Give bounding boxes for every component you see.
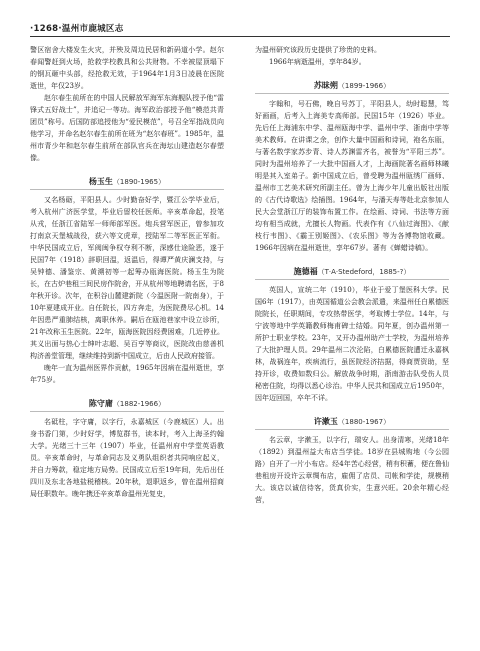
entry-name: 杨玉生 (88, 177, 113, 186)
header-rule (30, 36, 450, 37)
entry-body: 字翰和，号石佛，晚自号苏丁，平阳县人，幼时聪慧，笃好画画，后考入上海美专高师部。民国15年（1926）毕业。先后任上海浦东中学、温州瓯海中学、温州中学、浙南中学等美术教师。在讲课之余，创作大量中国画和诗词，袍名东瓯，与著名数学家苏步青、诗人苏渊雷齐名，被誉为“平阳三苏”。同时为温州培养了一大批中国画人才，上海画院著名画师林曦明是其入室弟子。新中国成立后，曾受聘为温州瓯绣厂画师、温州市工艺美术研究所副主任。曾为上海少年儿童出版社出版的《古代诗歌选》绘插图。1964年，与潘天寿等赴北京参加人民大会堂浙江厅的装饰布置工作。在绘画、诗词、书法等方面均有相当成就，尤擅长人物画。代表作有《八仙过海图》、《献枝行韦图》、《霸王别姬图》、《农乐图》等为各博物馆收藏。1966年因病在温州逝世，享年67岁。著有《蝉蜡诗稿》。 (255, 100, 449, 252)
entry-body: 英国人，宣统二年（1910），毕业于爱丁堡医科大学。民国6年（1917），由英国循道公会教会派遣，来温州任白累德医院院长，任职期间，专攻热带医学，考取博士学位。14年，与宁波等地中学英籍教师梅甫碑士结婚。同年夏，创办温州第一所护士职业学校。23年，又开办温州助产士学校，为温州培养了大批护理人员。29年温州二次沦陷，白累德医院遭迁永嘉枫林，战祸连年，疾病流行，虽医院经济拮据，得商贾资助，坚持开诊，收费如数归公。解放战争时期，浙南游击队受伤人员秘密住院，均得以悉心诊治。中华人民共和国成立后1950年，因年迈回国，卒年不详。 (255, 286, 449, 402)
right-column (255, 44, 449, 639)
entry-name: 施德福 (293, 267, 318, 276)
right-paragraph-continued: 为温州研究该段历史提供了珍贵的史料。 (255, 46, 381, 54)
entry-body: 又名杨砺，平阳县人。少时勤奋好学，暨江公学毕业后，考入杭州广济医学堂，毕业后留校任医师。辛亥革命起，投笔从戎，任浙江省陆军一师师部军医。炮兵营军医正，曾参加攻打南京天堡城战役，获六等文虎章，授陆军二等军医正军衔。中华民国成立后，军阀闽争权夺利不断，深感仕途险恶，遂于民国7年（1918）辞职回温，返温后，得谭严黄庆澜支持，与吴钟德、潘鉴宗、黄溯初等一起筹办瓯海医院。杨玉生为院长，在古炉巷租三间民房作院舍，开从杭州等地聘请名医，于8年秋开诊。次年，在积谷山麓建新院（今温医附一院南身），于10年夏建成开业。自任院长，四方奔走，为医院费尽心机。14年因患严重肺结核，离职休养。嗣后在瓯池巷家中设立诊所，21年改称玉生医院。22年，瓯海医院因经费困难，几近停业。其义出面与热心士绅叶志超、吴百亨等商议，医院改由慈善机构济善堂管理，继续维持到新中国成立，后由人民政府接管。 (30, 196, 224, 360)
entry-years: （1899-1966） (337, 82, 391, 90)
entry-years: （1890-1965） (112, 178, 166, 186)
entry-years: （1880-1967） (337, 418, 391, 426)
entry-body: 名云章，字漱玉，以字行，瑞安人。出身清寒，光绪18年（1892）到温州益大布店当学徒。18岁在县城购地（今公园路）自开了一片小布店。经4年苦心经营，稍有积蓄，便在鲁仙巷租房开设许云章绸布店，雇佣了店员、司帐和学徒，规模稍大。该店以诚信待客，货真价实，生意兴旺。20余年精心经营， (255, 436, 449, 504)
entry-years: （1882-1966） (112, 400, 166, 408)
left-paragraph-2: 赵尔春生前所在的中国人民解放军海军东海舰队授予他“雷锋式五好战士”，并追记一等功。海军政治部授予他“模范共青团员”称号。后国防部追授他为“爱民模范”，号召全军指战员向他学习，并命名赵尔春生前所在班为“赵尔春班”。1985年，温州市青少年和赵尔春生前所在部队官兵在海坛山建造赵尔春塑像。 (30, 94, 224, 162)
right-paragraph-2: 1966年病逝温州，享年84岁。 (269, 58, 366, 66)
entry-name: 许漱玉 (313, 417, 338, 426)
entry-years: （T·A·Stedeford，1885-?） (317, 268, 411, 276)
entry-body: 名砥柱，字守庸，以字行，永嘉城区（今鹿城区）人。出身书香门第，少时好学，博览群书，读本时，考入上海圣约翰大学。光绪三十三年（1907）毕业，任温州府中学堂英语教员。辛亥革命时，与革命同志及义勇队组织者共同响应起义，并自力筹款，稳定地方局势。民国成立后至19年间，先后出任四川及东北各地盐税稽核。20年秋，退职返乡，曾在温州招商局任职数年。晚年携还辛亥革命温州光复史， (30, 418, 224, 498)
left-column (30, 44, 224, 639)
entry-heading-yang (30, 176, 224, 190)
entry-heading-su (255, 80, 449, 94)
entry-heading-chen (30, 398, 224, 412)
entry-heading-stedeford (255, 266, 449, 280)
entry-heading-xu (255, 416, 449, 430)
entry-name: 陈守庸 (88, 399, 113, 408)
entry-name: 苏昧朔 (313, 81, 338, 90)
entry-body: 晚年一直为温州医界作贡献，1965年因病在温州逝世，享年75岁。 (30, 364, 224, 384)
page-header: ·1268·温州市鹿城区志 (30, 24, 124, 34)
left-paragraph-continued: 警区宿舍大楼发生火灾，并殃及周边民居和新码道小学。赵尔春闻警赶到火场，抢救学校教具和公共财物。不幸被屋顶塌下的钢瓦砸中头部，经抢救无效，于1964年1月3日凌晨在医院逝世，年仅23岁。 (30, 46, 224, 90)
